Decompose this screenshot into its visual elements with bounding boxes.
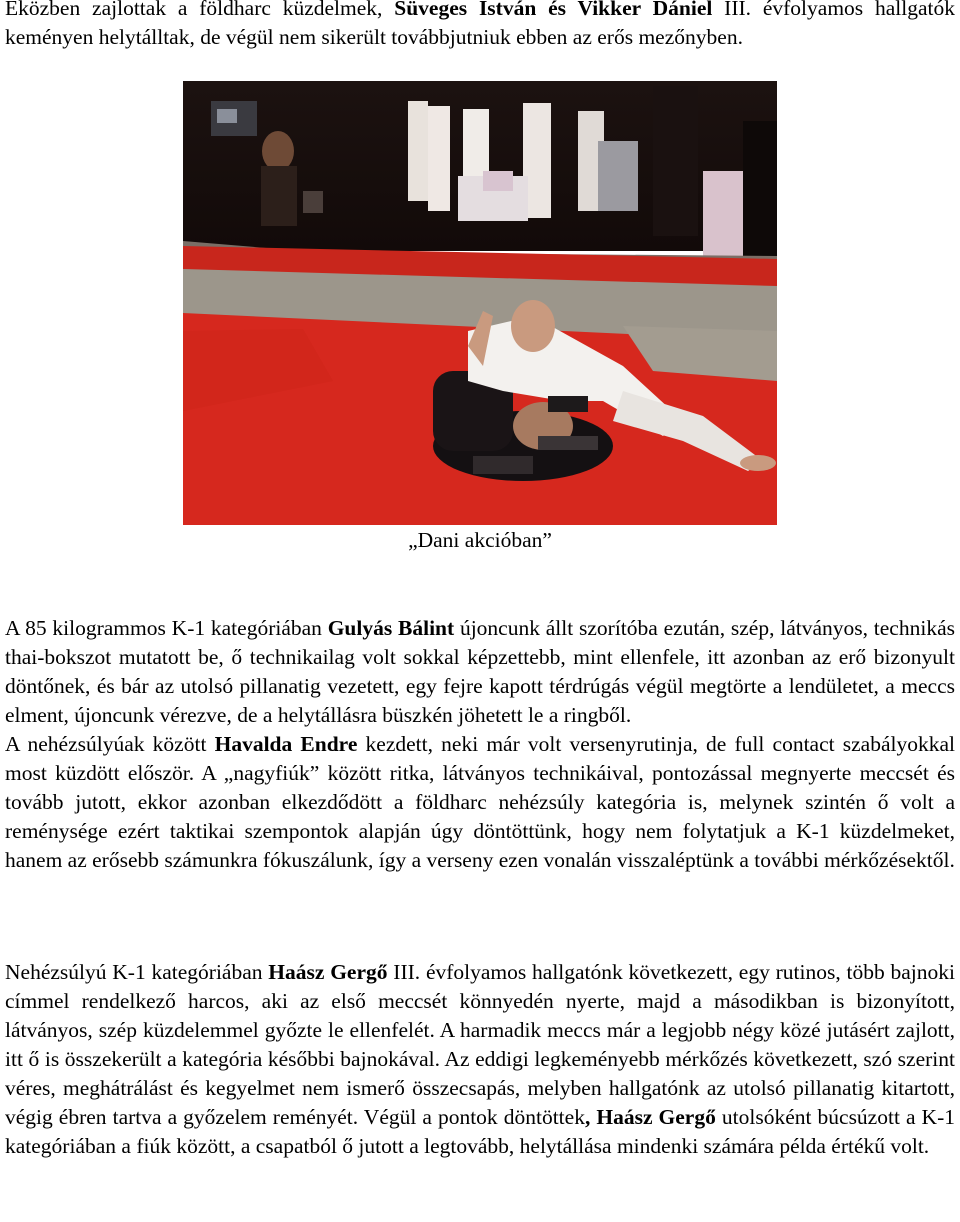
intro-paragraph	[5, 0, 955, 52]
competitor-haasz-2: , Haász Gergő	[584, 1105, 716, 1129]
competitor-havalda: Havalda Endre	[214, 732, 358, 756]
competitor-haasz: Haász Gergő	[268, 960, 388, 984]
section3-text-1: Nehézsúlyú K-1 kategóriában	[5, 960, 269, 984]
section2-paragraph	[5, 614, 955, 875]
photo-illustration	[183, 81, 777, 525]
section3-text-3: utolsóként búcsúzott a K-1 kategóriában a fiúk között, a csapatból ő jutott a legtovább, helytállása mindenki számára példa értékű volt.	[5, 1105, 955, 1158]
section3-paragraph	[5, 958, 955, 1161]
section2-text-1: A 85 kilogrammos K-1 kategóriában	[5, 616, 328, 640]
competitor-gulyas: Gulyás Bálint	[327, 616, 455, 640]
section2-text-4: kezdett, neki már volt versenyrutinja, de full contact szabályokkal most küzdött először. A „nagyfiúk” között ritka, látványos technikáival, pontozással megnyerte meccsét és tovább jutott, ekkor azonban elkezdődött a földharc nehézsúly kategória is, melynek szintén ő volt a reménysége ezért taktikai szempontok alapján úgy döntöttünk, hogy nem folytatjuk a K-1 küzdelmeket, hanem az erősebb számunkra fókuszálunk, így a verseny ezen vonalán visszaléptünk a további mérkőzésektől.	[5, 732, 956, 872]
photo-caption: „Dani akcióban”	[408, 528, 552, 552]
judo-match-photo	[183, 81, 777, 525]
section3-text-2: III. évfolyamos hallgatónk következett, egy rutinos, több bajnoki címmel rendelkező harcos, aki az első meccsét könnyedén nyerte, majd a másodikban is bizonyított, látványos, szép küzdelemmel győzte le ellenfelét. A harmadik meccs már a legjobb négy közé jutásért zajlott, itt ő is összekerült a kategória későbbi bajnokával. Az eddigi legkeményebb mérkőzés következett, szó szerint véres, meghátrálást és kegyelmet nem ismerő összecsapás, melyben hallgatónk az utolsó pillanatig kitartott, végig ébren tartva a győzelem reményét. Végül a pontok döntöttek	[5, 960, 955, 1129]
intro-text-end: III. évfolyamos hallgatók keményen helytálltak, de végül nem sikerült továbbjutniuk ebben az erős mezőnyben.	[5, 0, 955, 49]
section2-text-2: újoncunk állt szorítóba ezután, szép, látványos, technikás thai-bokszot mutatott be, ő technikailag volt sokkal képzettebb, mint ellenfele, itt azonban az erő bizonyult döntőnek, és bár az utolsó pillanatig vezetett, egy fejre kapott térdrúgás végül megtörte a lendületet, a meccs elment, újoncunk vérezve, de a helytállásra büszkén jöhetett le a ringből.	[5, 616, 955, 727]
section2-text-3: A nehézsúlyúak között	[5, 732, 215, 756]
competitor-names: Süveges István és Vikker Dániel	[394, 0, 713, 20]
intro-text: Eközben zajlottak a földharc küzdelmek,	[5, 0, 395, 20]
